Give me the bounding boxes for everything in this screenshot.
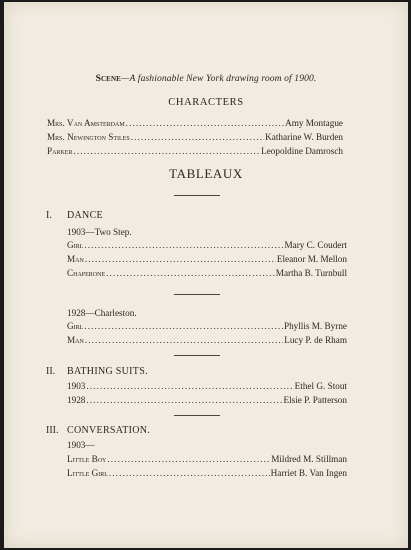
scene-description: —A fashionable New York drawing room of 1900. <box>120 73 317 84</box>
cast-row <box>67 335 347 345</box>
dot-leader <box>84 240 283 250</box>
dot-leader <box>126 118 284 128</box>
characters-heading: CHARACTERS <box>168 97 244 108</box>
character-actor: Amy Montague <box>285 118 343 128</box>
cast-actor: Phyllis M. Byrne <box>283 321 347 331</box>
cast-actor: Lucy P. de Rham <box>284 335 347 345</box>
dot-leader <box>131 132 264 142</box>
dot-leader <box>109 468 270 478</box>
group-subtitle: 1903— <box>67 440 95 450</box>
character-row <box>47 132 343 142</box>
cast-actor: Martha B. Turnbull <box>275 268 347 278</box>
cast-actor: Ethel G. Stout <box>294 381 347 391</box>
tableaux-heading: TABLEAUX <box>169 166 243 181</box>
dot-leader <box>85 335 283 345</box>
cast-actor: Elsie P. Patterson <box>283 395 347 405</box>
character-row <box>47 146 343 156</box>
divider-rule <box>174 415 220 416</box>
cast-actor: Mildred M. Stillman <box>271 454 347 464</box>
cast-row <box>67 468 347 478</box>
character-role: Parker <box>47 146 73 156</box>
dot-leader <box>106 268 275 278</box>
cast-role: Girl <box>67 240 84 250</box>
cast-role: Little Boy <box>67 454 107 464</box>
cast-role: Girl <box>67 321 84 331</box>
divider-rule <box>174 294 220 295</box>
section-title: DANCE <box>67 210 103 221</box>
cast-year: 1928 <box>67 395 86 405</box>
divider-rule <box>174 355 220 356</box>
character-actor: Katharine W. Burden <box>265 132 343 142</box>
dot-leader <box>86 381 293 391</box>
cast-row <box>67 321 347 331</box>
character-role: Mrs. Newington Stiles <box>47 132 130 142</box>
group-subtitle: 1928—Charleston. <box>67 308 137 318</box>
cast-role: Little Girl <box>67 468 108 478</box>
section-title: CONVERSATION. <box>67 425 151 436</box>
character-actor: Leopoldine Damrosch <box>261 146 343 156</box>
cast-actor: Mary C. Coudert <box>284 240 347 250</box>
dot-leader <box>73 146 260 156</box>
cast-row <box>67 254 347 264</box>
scene-line <box>4 73 408 84</box>
scene-label: Scene <box>95 73 121 84</box>
character-row <box>47 118 343 128</box>
cast-year: 1903 <box>67 381 86 391</box>
character-role: Mrs. Van Amsterdam <box>47 118 125 128</box>
cast-row <box>67 240 347 250</box>
dot-leader <box>84 321 283 331</box>
dot-leader <box>85 254 276 264</box>
dot-leader <box>107 454 270 464</box>
cast-role: Chaperone <box>67 268 106 278</box>
cast-actor: Eleanor M. Mellon <box>276 254 347 264</box>
divider-rule <box>174 195 220 196</box>
cast-role: Man <box>67 254 84 264</box>
group-subtitle: 1903—Two Step. <box>67 227 132 237</box>
cast-row <box>67 395 347 405</box>
cast-role: Man <box>67 335 84 345</box>
dot-leader <box>86 395 282 405</box>
cast-actor: Harriet B. Van Ingen <box>270 468 347 478</box>
section-number: I. <box>46 210 52 221</box>
section-title: BATHING SUITS. <box>67 366 148 377</box>
section-number: III. <box>46 425 59 436</box>
cast-row <box>67 454 347 464</box>
cast-row <box>67 268 347 278</box>
section-number: II. <box>46 366 56 377</box>
cast-row <box>67 381 347 391</box>
program-page <box>4 2 408 548</box>
